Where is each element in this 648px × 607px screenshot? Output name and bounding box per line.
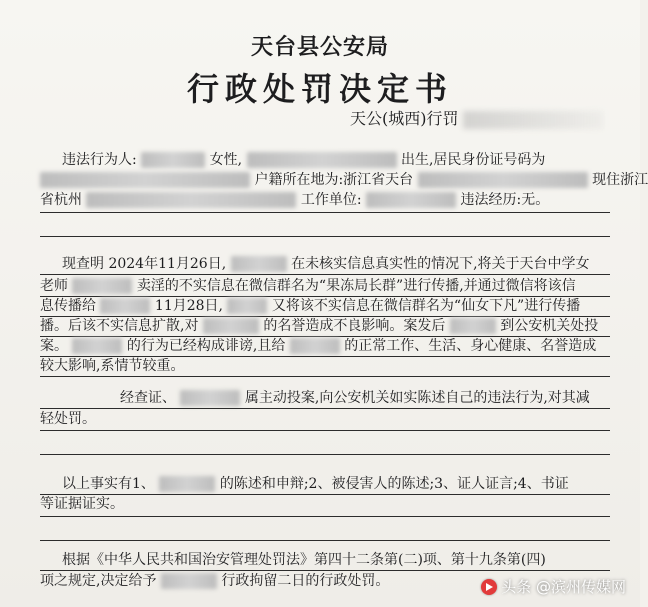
facts-text: 在未核实信息真实性的情况下,将关于天台中学女 — [291, 256, 590, 272]
evidence-text: 以上事实有1、 — [62, 476, 155, 492]
document-number-text: 天公(城西)行罚 — [350, 109, 459, 128]
mitigation-text: 经查证、 — [120, 390, 176, 406]
toutiao-logo-icon — [481, 579, 497, 595]
facts-text: 老师 — [40, 278, 68, 294]
ruled-line — [40, 494, 610, 495]
offender-id-label: 出生,居民身份证号码为 — [400, 152, 546, 168]
mitigation-line-1 — [120, 388, 590, 408]
facts-line-1 — [62, 254, 590, 274]
facts-text: 又将该不实信息在微信群名为“仙女下凡”进行传播 — [271, 298, 581, 314]
facts-text: 播。后该不实信息扩散,对 — [40, 318, 199, 334]
ruled-line — [40, 212, 610, 213]
ruled-line — [40, 376, 610, 377]
facts-text: 息传播给 — [40, 298, 96, 314]
facts-text: 的正常工作、生活、身心健康、名誉造成 — [344, 338, 597, 354]
redacted-name — [72, 338, 122, 354]
ruled-line — [40, 408, 610, 409]
facts-text: 到公安机关处投 — [500, 318, 599, 334]
ruled-line — [40, 516, 610, 517]
mitigation-line-2 — [40, 409, 96, 429]
facts-line-5 — [40, 336, 596, 356]
redacted-address — [418, 172, 588, 188]
issuing-organization: 天台县公安局 — [250, 34, 389, 60]
facts-text: 卖淫的不实信息在微信群名为“果冻局长群”进行传播,并通过微信将该信 — [136, 278, 576, 294]
redacted-residence — [86, 192, 296, 208]
redacted-name — [141, 152, 205, 168]
evidence-text: 的陈述和申辩;2、被侵害人的陈述;3、证人证言;4、书证 — [219, 476, 569, 492]
legal-basis-line-1 — [62, 550, 546, 570]
redacted-name — [203, 318, 259, 334]
redacted-name — [180, 390, 240, 406]
facts-text: 较大影响,系情节较重。 — [40, 358, 185, 374]
violation-history: 违法经历:无。 — [460, 192, 550, 208]
offender-line-2 — [40, 170, 648, 190]
facts-text: 案。 — [40, 338, 68, 354]
legal-basis-text: 项之规定,决定给予 — [40, 573, 157, 589]
redacted-id-number — [40, 172, 250, 188]
employer-label: 工作单位: — [300, 192, 362, 208]
redacted-birthdate — [247, 152, 397, 168]
offender-gender: 女性, — [209, 152, 243, 168]
source-watermark — [481, 576, 626, 597]
facts-text: 的行为已经构成诽谤,且给 — [126, 338, 286, 354]
legal-basis-text: 行政拘留二日的行政处罚。 — [221, 573, 390, 589]
redacted-name — [450, 318, 496, 334]
ruled-line — [40, 540, 610, 541]
document-title: 行政处罚决定书 — [186, 70, 453, 108]
residence-city: 省杭州 — [40, 192, 82, 208]
legal-basis-line-2 — [40, 571, 389, 591]
evidence-line-1 — [62, 474, 569, 494]
legal-basis-text: 根据《中华人民共和国治安管理处罚法》第四十二条第(二)项、第十九条第(四) — [62, 552, 546, 568]
redacted-document-number — [463, 111, 603, 129]
mitigation-text: 轻处罚。 — [40, 411, 96, 427]
ruled-line — [40, 430, 610, 431]
facts-text: 的名誉造成不良影响。案发后 — [263, 318, 446, 334]
redacted-name — [159, 476, 215, 492]
redacted-name — [227, 298, 267, 314]
evidence-line-2 — [40, 494, 124, 514]
current-residence-label: 现住浙江 — [592, 172, 648, 188]
ruled-line — [40, 454, 610, 455]
document-number — [350, 106, 603, 129]
facts-line-6 — [40, 356, 184, 376]
facts-line-2 — [40, 276, 576, 296]
redacted-name — [290, 338, 340, 354]
redacted-name — [161, 573, 217, 589]
facts-line-3 — [40, 296, 580, 316]
redacted-employer — [366, 192, 456, 208]
offender-line-1 — [62, 150, 545, 170]
redacted-name — [100, 298, 150, 314]
watermark-text: 头条 @滨州传媒网 — [501, 578, 626, 596]
facts-line-4 — [40, 316, 598, 336]
ruled-line — [40, 274, 610, 275]
evidence-text: 等证据证实。 — [40, 496, 124, 512]
facts-date: 11月28日, — [154, 298, 223, 314]
ruled-line — [40, 236, 610, 237]
mitigation-text: 属主动投案,向公安机关如实陈述自己的违法行为,对其减 — [244, 390, 590, 406]
household-registration: 户籍所在地为:浙江省天台 — [254, 172, 414, 188]
facts-date: 现查明 2024年11月26日, — [62, 256, 227, 272]
offender-label: 违法行为人: — [62, 152, 137, 168]
redacted-name — [72, 278, 132, 294]
offender-line-3 — [40, 190, 549, 210]
redacted-name — [231, 256, 287, 272]
